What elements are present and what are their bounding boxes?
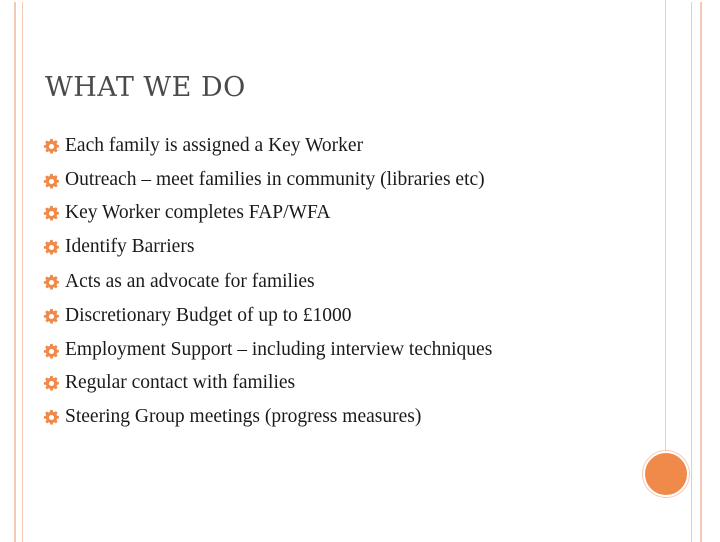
- list-item-text: Employment Support – including interview techniques: [65, 338, 493, 360]
- list-item: [43, 299, 643, 334]
- list-item: [43, 334, 643, 366]
- gear-bullet-icon: [43, 138, 60, 155]
- list-item: [43, 366, 643, 401]
- gear-bullet-icon: [43, 308, 60, 325]
- list-item-text: Identify Barriers: [65, 236, 195, 257]
- gear-bullet-icon: [43, 375, 60, 392]
- slide-title: WHAT WE DO: [45, 72, 246, 103]
- list-item: [43, 265, 643, 300]
- list-item: [43, 196, 643, 231]
- list-item-text: Outreach – meet families in community (libraries etc): [65, 168, 485, 190]
- accent-line: [665, 0, 666, 458]
- gear-bullet-icon: [43, 343, 60, 360]
- list-item-text: Each family is assigned a Key Worker: [65, 135, 364, 156]
- gear-bullet-icon: [43, 274, 60, 291]
- list-item: [43, 230, 643, 265]
- list-item: [43, 164, 643, 196]
- gear-bullet-icon: [43, 173, 60, 190]
- gear-bullet-icon: [43, 205, 60, 222]
- list-item-text: Acts as an advocate for families: [65, 270, 315, 292]
- list-item: [43, 400, 643, 435]
- gear-bullet-icon: [43, 239, 60, 256]
- bullet-list: [43, 129, 643, 435]
- list-item-text: Discretionary Budget of up to £1000: [65, 305, 352, 326]
- list-item: [43, 129, 643, 164]
- list-item-text: Regular contact with families: [65, 371, 296, 393]
- list-item-text: Key Worker completes FAP/WFA: [65, 201, 331, 223]
- gear-bullet-icon: [43, 409, 60, 426]
- list-item-text: Steering Group meetings (progress measures): [65, 406, 422, 427]
- accent-circle: [643, 451, 689, 497]
